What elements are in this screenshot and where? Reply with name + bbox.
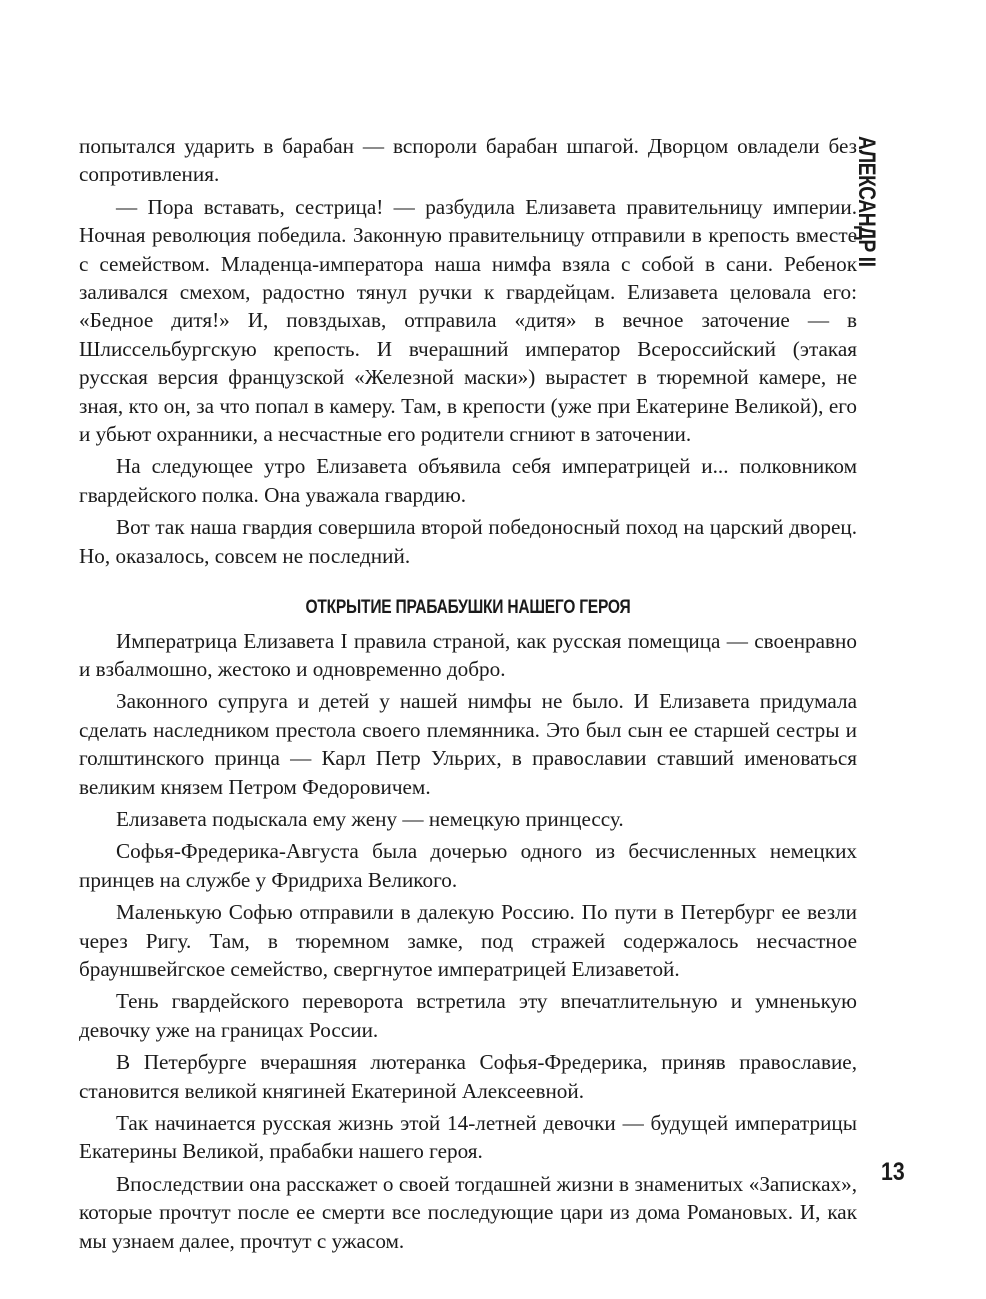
paragraph: попытался ударить в барабан — вспороли барабан шпагой. Дворцом овладели без сопротивления. xyxy=(79,134,857,187)
paragraph: Впоследствии она расскажет о своей тогдашней жизни в знаменитых «Записках», которые прочтут после ее смерти все последующие цари из дома Романовых. И, как мы узнаем далее, прочтут с ужасом. xyxy=(79,1171,857,1253)
section-heading: ОТКРЫТИЕ ПРАБАБУШКИ НАШЕГО ГЕРОЯ xyxy=(305,597,631,619)
paragraph: Так начинается русская жизнь этой 14-летней девочки — будущей императрицы Екатерины Великой, прабабки нашего героя. xyxy=(79,1111,857,1164)
paragraph: В Петербурге вчерашняя лютеранка Софья-Фредерика, приняв православие, становится великой княгиней Екатериной Алексеевной. xyxy=(79,1050,857,1103)
paragraph: Маленькую Софью отправили в далекую Россию. По пути в Петербург ее везли через Ригу. Там, в тюремном замке, под стражей содержалось несчастное брауншвейгское семейство, свергнутое императрицей Елизаветой. xyxy=(79,900,857,981)
paragraph: — Пора вставать, сестрица! — разбудила Елизавета правительницу империи. Ночная революция победила. Законную правительницу отправили в крепость вместе с семейством. Младенца-императора наша нимфа взяла с собой в сани. Ребенок заливался смехом, радостно тянул ручки к гвардейцам. Елизавета целовала его: «Бедное дитя!» И, повздыхав, отправила «дитя» в вечное заточение — в Шлиссельбургскую крепость. И вчерашний император Всероссийский (этакая русская версия французской «Железной маски») вырастет в тюремной камере, не зная, кто он, за что попал в камеру. Там, в крепости (уже при Екатерине Великой), его и убьют охранники, а несчастные его родители сгниют в заточении. xyxy=(79,194,857,447)
paragraph: На следующее утро Елизавета объявила себя императрицей и... полковником гвардейского полка. Она уважала гвардию. xyxy=(79,454,857,507)
paragraph: Вот так наша гвардия совершила второй победоносный поход на царский дворец. Но, оказалось, совсем не последний. xyxy=(79,515,857,568)
paragraph: Софья-Фредерика-Августа была дочерью одного из бесчисленных немецких принцев на службе у Фридриха Великого. xyxy=(79,839,857,892)
paragraph: Елизавета подыскала ему жену — немецкую принцессу. xyxy=(116,806,624,831)
paragraph: Тень гвардейского переворота встретила эту впечатлительную и умненькую девочку уже на границах России. xyxy=(79,989,857,1042)
page-body xyxy=(79,132,857,1255)
page-number: 13 xyxy=(881,1158,905,1186)
paragraph: Законного супруга и детей у нашей нимфы не было. И Елизавета придумала сделать наследником престола своего племянника. Это был сын ее старшей сестры и голштинского принца — Карл Петр Ульрих, в православии ставший именоваться великим князем Петром Федоровичем. xyxy=(79,689,857,799)
running-head-text: АЛЕКСАНДР II xyxy=(853,136,880,267)
paragraph: Императрица Елизавета I правила страной, как русская помещица — своенравно и взбалмошно, жестоко и одновременно добро. xyxy=(79,628,857,681)
running-head xyxy=(853,136,900,276)
